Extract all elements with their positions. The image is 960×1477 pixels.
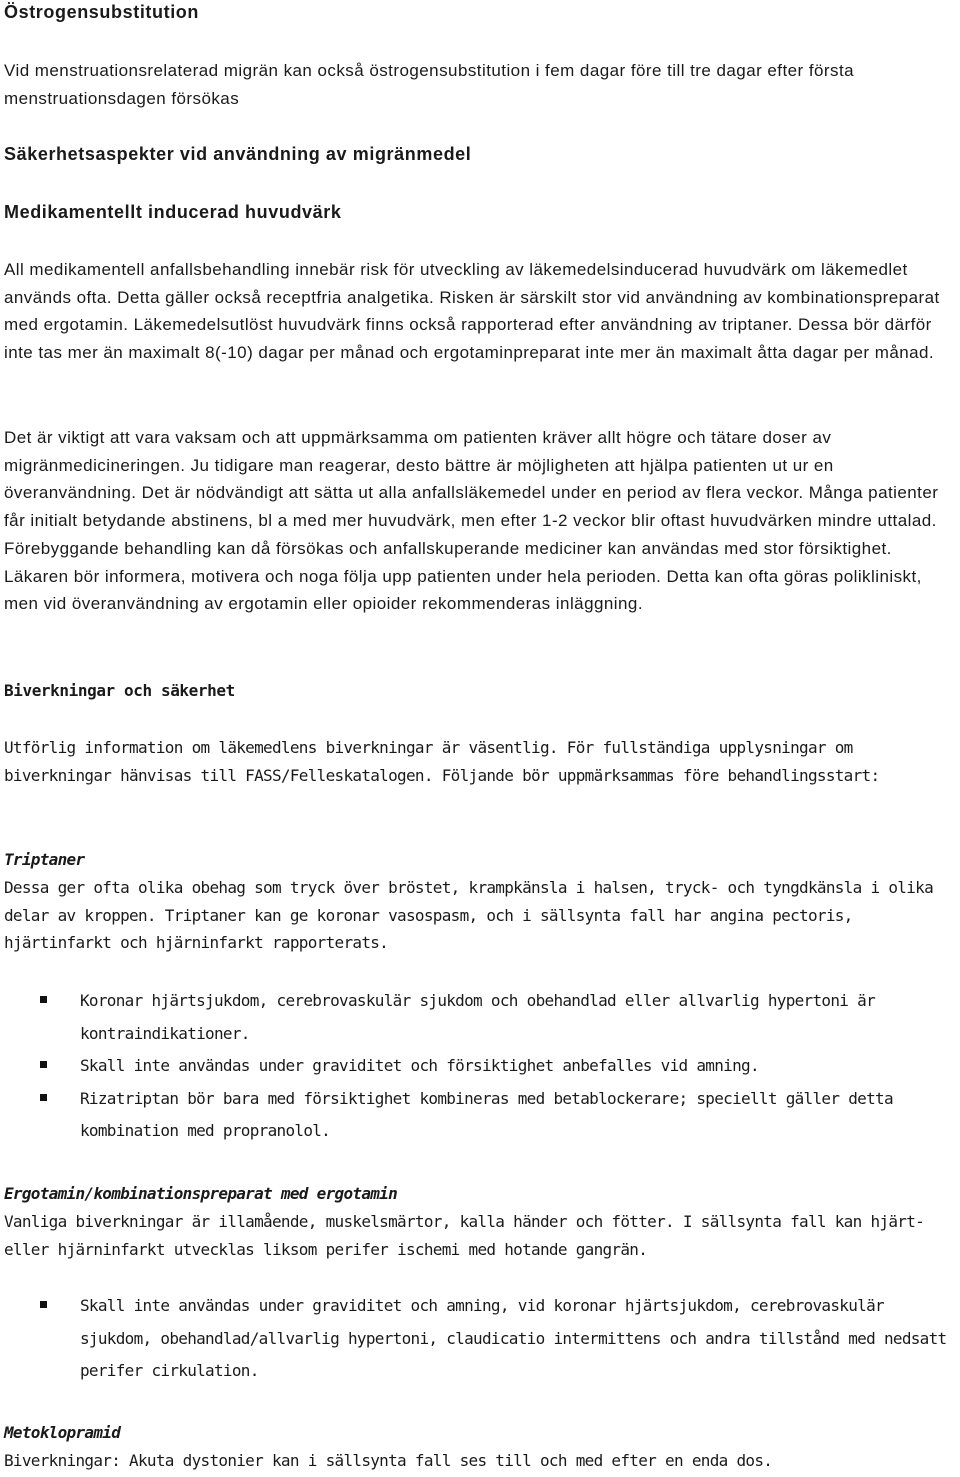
paragraph-ostrogensubstitution: Vid menstruationsrelaterad migrän kan också östrogensubstitution i fem dagar före till tre dagar efter första menstruationsdagen försökas	[4, 61, 855, 108]
square-bullet-icon	[40, 1301, 47, 1308]
list-item-text: Skall inte användas under graviditet och amning, vid koronar hjärtsjukdom, cerebrovaskulär sjukdom, obehandlad/allvarlig hypertoni, claudicatio intermittens och andra tillstånd med nedsatt perifer cirkulation.	[80, 1296, 947, 1380]
paragraph-medikamentellt-inducerad: All medikamentell anfallsbehandling innebär risk för utveckling av läkemedelsinducerad huvudvärk om läkemedlet används ofta. Detta gäller också receptfria analgetika. Risken är särskilt stor vid användning av kombinationspreparat med ergotamin. Läkemedelsutlöst huvudvärk finns också rapporterad efter användning av triptaner. Dessa bör därför inte tas mer än maximalt 8(-10) dagar per månad och ergotaminpreparat inte mer än maximalt åtta dagar per månad.	[4, 260, 940, 363]
list-item-text: Rizatriptan bör bara med försiktighet kombineras med betablockerare; speciellt gäller detta kombination med propranolol.	[80, 1088, 893, 1140]
heading-ostrogensubstitution: Östrogensubstitution	[4, 2, 199, 22]
list-item	[0, 1050, 960, 1083]
heading-medikamentellt-inducerad: Medikamentellt inducerad huvudvärk	[4, 202, 342, 222]
list-ergotamin	[0, 1290, 960, 1388]
paragraph-biverkningar-intro: Utförlig information om läkemedlens biverkningar är väsentlig. För fullständiga upplysningar om biverkningar hänvisas till FASS/Felleskatalogen. Följande bör uppmärksammas före behandlingsstart:	[4, 738, 880, 785]
square-bullet-icon	[40, 1094, 47, 1101]
list-item-text: Skall inte användas under graviditet och försiktighet anbefalles vid amning.	[80, 1056, 759, 1075]
heading-sakerhetsaspekter: Säkerhetsaspekter vid användning av migränmedel	[4, 144, 472, 164]
paragraph-triptaner: Dessa ger ofta olika obehag som tryck över bröstet, krampkänsla i halsen, tryck- och tyngdkänsla i olika delar av kroppen. Triptaner kan ge koronar vasospasm, och i sällsynta fall har angina pectoris, hjärtinfarkt och hjärninfarkt rapporterats.	[4, 878, 934, 953]
list-item-text: Koronar hjärtsjukdom, cerebrovaskulär sjukdom och obehandlad eller allvarlig hypertoni är kontraindikationer.	[80, 991, 876, 1043]
list-triptaner	[0, 985, 960, 1148]
heading-biverkningar-sakerhet: Biverkningar och säkerhet	[4, 681, 235, 700]
square-bullet-icon	[40, 996, 47, 1003]
list-item	[0, 985, 960, 1050]
heading-triptaner: Triptaner	[4, 850, 85, 869]
list-item	[0, 1290, 960, 1388]
list-item	[0, 1083, 960, 1148]
heading-metoklopramid: Metoklopramid	[4, 1423, 121, 1442]
paragraph-metoklopramid: Biverkningar: Akuta dystonier kan i sällsynta fall ses till och med efter en enda dos.	[4, 1451, 773, 1470]
paragraph-vaksamhet: Det är viktigt att vara vaksam och att uppmärksamma om patienten kräver allt högre och tätare doser av migränmedicineringen. Ju tidigare man reagerar, desto bättre är möjligheten att hjälpa patienten ut ur en överanvändning. Det är nödvändigt att sätta ut alla anfallsläkemedel under en period av flera veckor. Många patienter får initialt betydande abstinens, bl a med mer huvudvärk, men efter 1-2 veckor blir oftast huvudvärken mindre uttalad. Förebyggande behandling kan då försökas och anfallskuperande mediciner kan användas med stor försiktighet. Läkaren bör informera, motivera och noga följa upp patienten under hela perioden. Detta kan ofta göras polikliniskt, men vid överanvändning av ergotamin eller opioider rekommenderas inläggning.	[4, 428, 939, 614]
heading-ergotamin: Ergotamin/kombinationspreparat med ergotamin	[4, 1184, 398, 1203]
square-bullet-icon	[40, 1061, 47, 1068]
paragraph-ergotamin: Vanliga biverkningar är illamående, muskelsmärtor, kalla händer och fötter. I sällsynta fall kan hjärt- eller hjärninfarkt utvecklas liksom perifer ischemi med hotande gangrän.	[4, 1212, 925, 1259]
